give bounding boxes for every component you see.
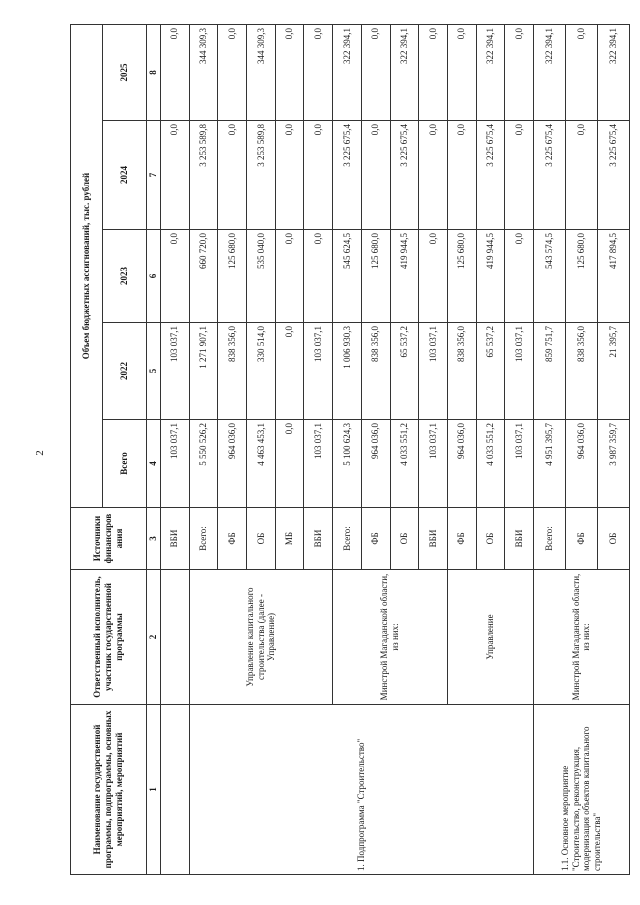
value-cell: 4 951 395,7 — [533, 420, 565, 508]
header-2024: 2024 — [103, 121, 147, 230]
value-cell: 0,0 — [565, 121, 597, 230]
col-number: 4 — [147, 420, 161, 508]
source-cell: ВБИ — [304, 508, 333, 570]
source-cell: ФБ — [565, 508, 597, 570]
source-cell: ВБИ — [505, 508, 534, 570]
table-row — [161, 24, 190, 874]
value-cell: 125 680,0 — [565, 230, 597, 323]
executor-cell: Минстрой Магаданской области, из них: — [533, 570, 629, 705]
header-total: Всего — [103, 420, 147, 508]
value-cell: 103 037,1 — [304, 323, 333, 420]
rotated-table-container — [70, 25, 630, 875]
program-name-cell — [161, 705, 190, 875]
header-2023: 2023 — [103, 230, 147, 323]
value-cell: 660 720,0 — [189, 230, 218, 323]
value-cell: 5 550 526,2 — [189, 420, 218, 508]
value-cell: 344 309,3 — [189, 24, 218, 120]
value-cell: 419 944,5 — [390, 230, 419, 323]
value-cell: 0,0 — [505, 24, 534, 120]
value-cell: 3 987 359,7 — [597, 420, 629, 508]
executor-cell — [161, 570, 190, 705]
source-cell: МБ — [275, 508, 304, 570]
value-cell: 322 394,1 — [390, 24, 419, 120]
value-cell: 330 514,0 — [247, 323, 276, 420]
value-cell: 322 394,1 — [533, 24, 565, 120]
table-row — [189, 24, 218, 874]
value-cell: 3 225 675,4 — [333, 121, 362, 230]
source-cell: ВБИ — [419, 508, 448, 570]
header-2025: 2025 — [103, 24, 147, 120]
value-cell: 103 037,1 — [161, 420, 190, 508]
source-cell: Всего: — [333, 508, 362, 570]
page-number: 2 — [34, 450, 46, 456]
value-cell: 543 574,5 — [533, 230, 565, 323]
header-budget-group: Объем бюджетных ассигнований, тыс. рублей — [71, 24, 103, 507]
value-cell: 322 394,1 — [476, 24, 505, 120]
col-number: 2 — [147, 570, 161, 705]
value-cell: 103 037,1 — [304, 420, 333, 508]
value-cell: 964 036,0 — [447, 420, 476, 508]
program-name-cell: 1.1. Основное мероприятие "Строительство, реконструкция, модернизация объектов капитального строительства" — [533, 705, 629, 875]
value-cell: 103 037,1 — [505, 420, 534, 508]
value-cell: 21 395,7 — [597, 323, 629, 420]
value-cell: 964 036,0 — [565, 420, 597, 508]
value-cell: 964 036,0 — [361, 420, 390, 508]
value-cell: 419 944,5 — [476, 230, 505, 323]
value-cell: 4 033 551,2 — [476, 420, 505, 508]
value-cell: 0,0 — [505, 230, 534, 323]
value-cell: 964 036,0 — [218, 420, 247, 508]
header-program-name: Наименование государственной программы, подпрограммы, основных мероприятий, мероприятий — [71, 705, 147, 875]
value-cell: 838 356,0 — [565, 323, 597, 420]
col-number: 5 — [147, 323, 161, 420]
header-2022: 2022 — [103, 323, 147, 420]
value-cell: 0,0 — [419, 121, 448, 230]
col-number: 6 — [147, 230, 161, 323]
value-cell: 0,0 — [275, 323, 304, 420]
value-cell: 0,0 — [419, 24, 448, 120]
col-number: 3 — [147, 508, 161, 570]
value-cell: 0,0 — [304, 121, 333, 230]
value-cell: 545 624,5 — [333, 230, 362, 323]
source-cell: ФБ — [218, 508, 247, 570]
value-cell: 417 894,5 — [597, 230, 629, 323]
value-cell: 4 033 551,2 — [390, 420, 419, 508]
value-cell: 125 680,0 — [361, 230, 390, 323]
value-cell: 65 537,2 — [390, 323, 419, 420]
value-cell: 103 037,1 — [419, 323, 448, 420]
value-cell: 838 356,0 — [218, 323, 247, 420]
col-number: 8 — [147, 24, 161, 120]
value-cell: 65 537,2 — [476, 323, 505, 420]
value-cell: 103 037,1 — [161, 323, 190, 420]
value-cell: 3 253 589,8 — [189, 121, 218, 230]
value-cell: 838 356,0 — [361, 323, 390, 420]
source-cell: ВБИ — [161, 508, 190, 570]
value-cell: 3 225 675,4 — [597, 121, 629, 230]
value-cell: 0,0 — [565, 24, 597, 120]
value-cell: 0,0 — [419, 230, 448, 323]
value-cell: 3 225 675,4 — [533, 121, 565, 230]
source-cell: ФБ — [447, 508, 476, 570]
executor-cell: Управление капитального строительства (далее - Управление) — [189, 570, 332, 705]
value-cell: 1 271 907,1 — [189, 323, 218, 420]
source-cell: ОБ — [247, 508, 276, 570]
header-executor: Ответственный исполнитель, участник государственной программы — [71, 570, 147, 705]
value-cell: 0,0 — [161, 230, 190, 323]
value-cell: 0,0 — [361, 121, 390, 230]
value-cell: 5 100 624,3 — [333, 420, 362, 508]
value-cell: 0,0 — [304, 24, 333, 120]
value-cell: 0,0 — [275, 420, 304, 508]
value-cell: 103 037,1 — [505, 323, 534, 420]
value-cell: 859 751,7 — [533, 323, 565, 420]
value-cell: 0,0 — [447, 121, 476, 230]
value-cell: 0,0 — [161, 121, 190, 230]
source-cell: ОБ — [390, 508, 419, 570]
source-cell: Всего: — [189, 508, 218, 570]
value-cell: 125 680,0 — [447, 230, 476, 323]
program-name-cell: 1. Подпрограмма "Строительство" — [189, 705, 533, 875]
col-number: 7 — [147, 121, 161, 230]
source-cell: ФБ — [361, 508, 390, 570]
value-cell: 3 225 675,4 — [390, 121, 419, 230]
value-cell: 322 394,1 — [597, 24, 629, 120]
value-cell: 535 040,0 — [247, 230, 276, 323]
value-cell: 0,0 — [275, 121, 304, 230]
source-cell: ОБ — [476, 508, 505, 570]
value-cell: 838 356,0 — [447, 323, 476, 420]
value-cell: 322 394,1 — [333, 24, 362, 120]
value-cell: 0,0 — [304, 230, 333, 323]
source-cell: ОБ — [597, 508, 629, 570]
value-cell: 0,0 — [361, 24, 390, 120]
header-funding-source: Источники финансиров ания — [71, 508, 147, 570]
value-cell: 0,0 — [161, 24, 190, 120]
table-row — [533, 24, 565, 874]
value-cell: 3 225 675,4 — [476, 121, 505, 230]
col-number: 1 — [147, 705, 161, 875]
value-cell: 0,0 — [218, 24, 247, 120]
executor-cell: Управление — [447, 570, 533, 705]
value-cell: 4 463 453,1 — [247, 420, 276, 508]
executor-cell: Минстрой Магаданской области, из них: — [333, 570, 448, 705]
value-cell: 0,0 — [218, 121, 247, 230]
value-cell: 0,0 — [275, 230, 304, 323]
value-cell: 344 309,3 — [247, 24, 276, 120]
budget-table — [70, 24, 630, 875]
value-cell: 3 253 589,8 — [247, 121, 276, 230]
value-cell: 0,0 — [505, 121, 534, 230]
value-cell: 103 037,1 — [419, 420, 448, 508]
value-cell: 125 680,0 — [218, 230, 247, 323]
value-cell: 1 006 930,3 — [333, 323, 362, 420]
value-cell: 0,0 — [275, 24, 304, 120]
value-cell: 0,0 — [447, 24, 476, 120]
source-cell: Всего: — [533, 508, 565, 570]
